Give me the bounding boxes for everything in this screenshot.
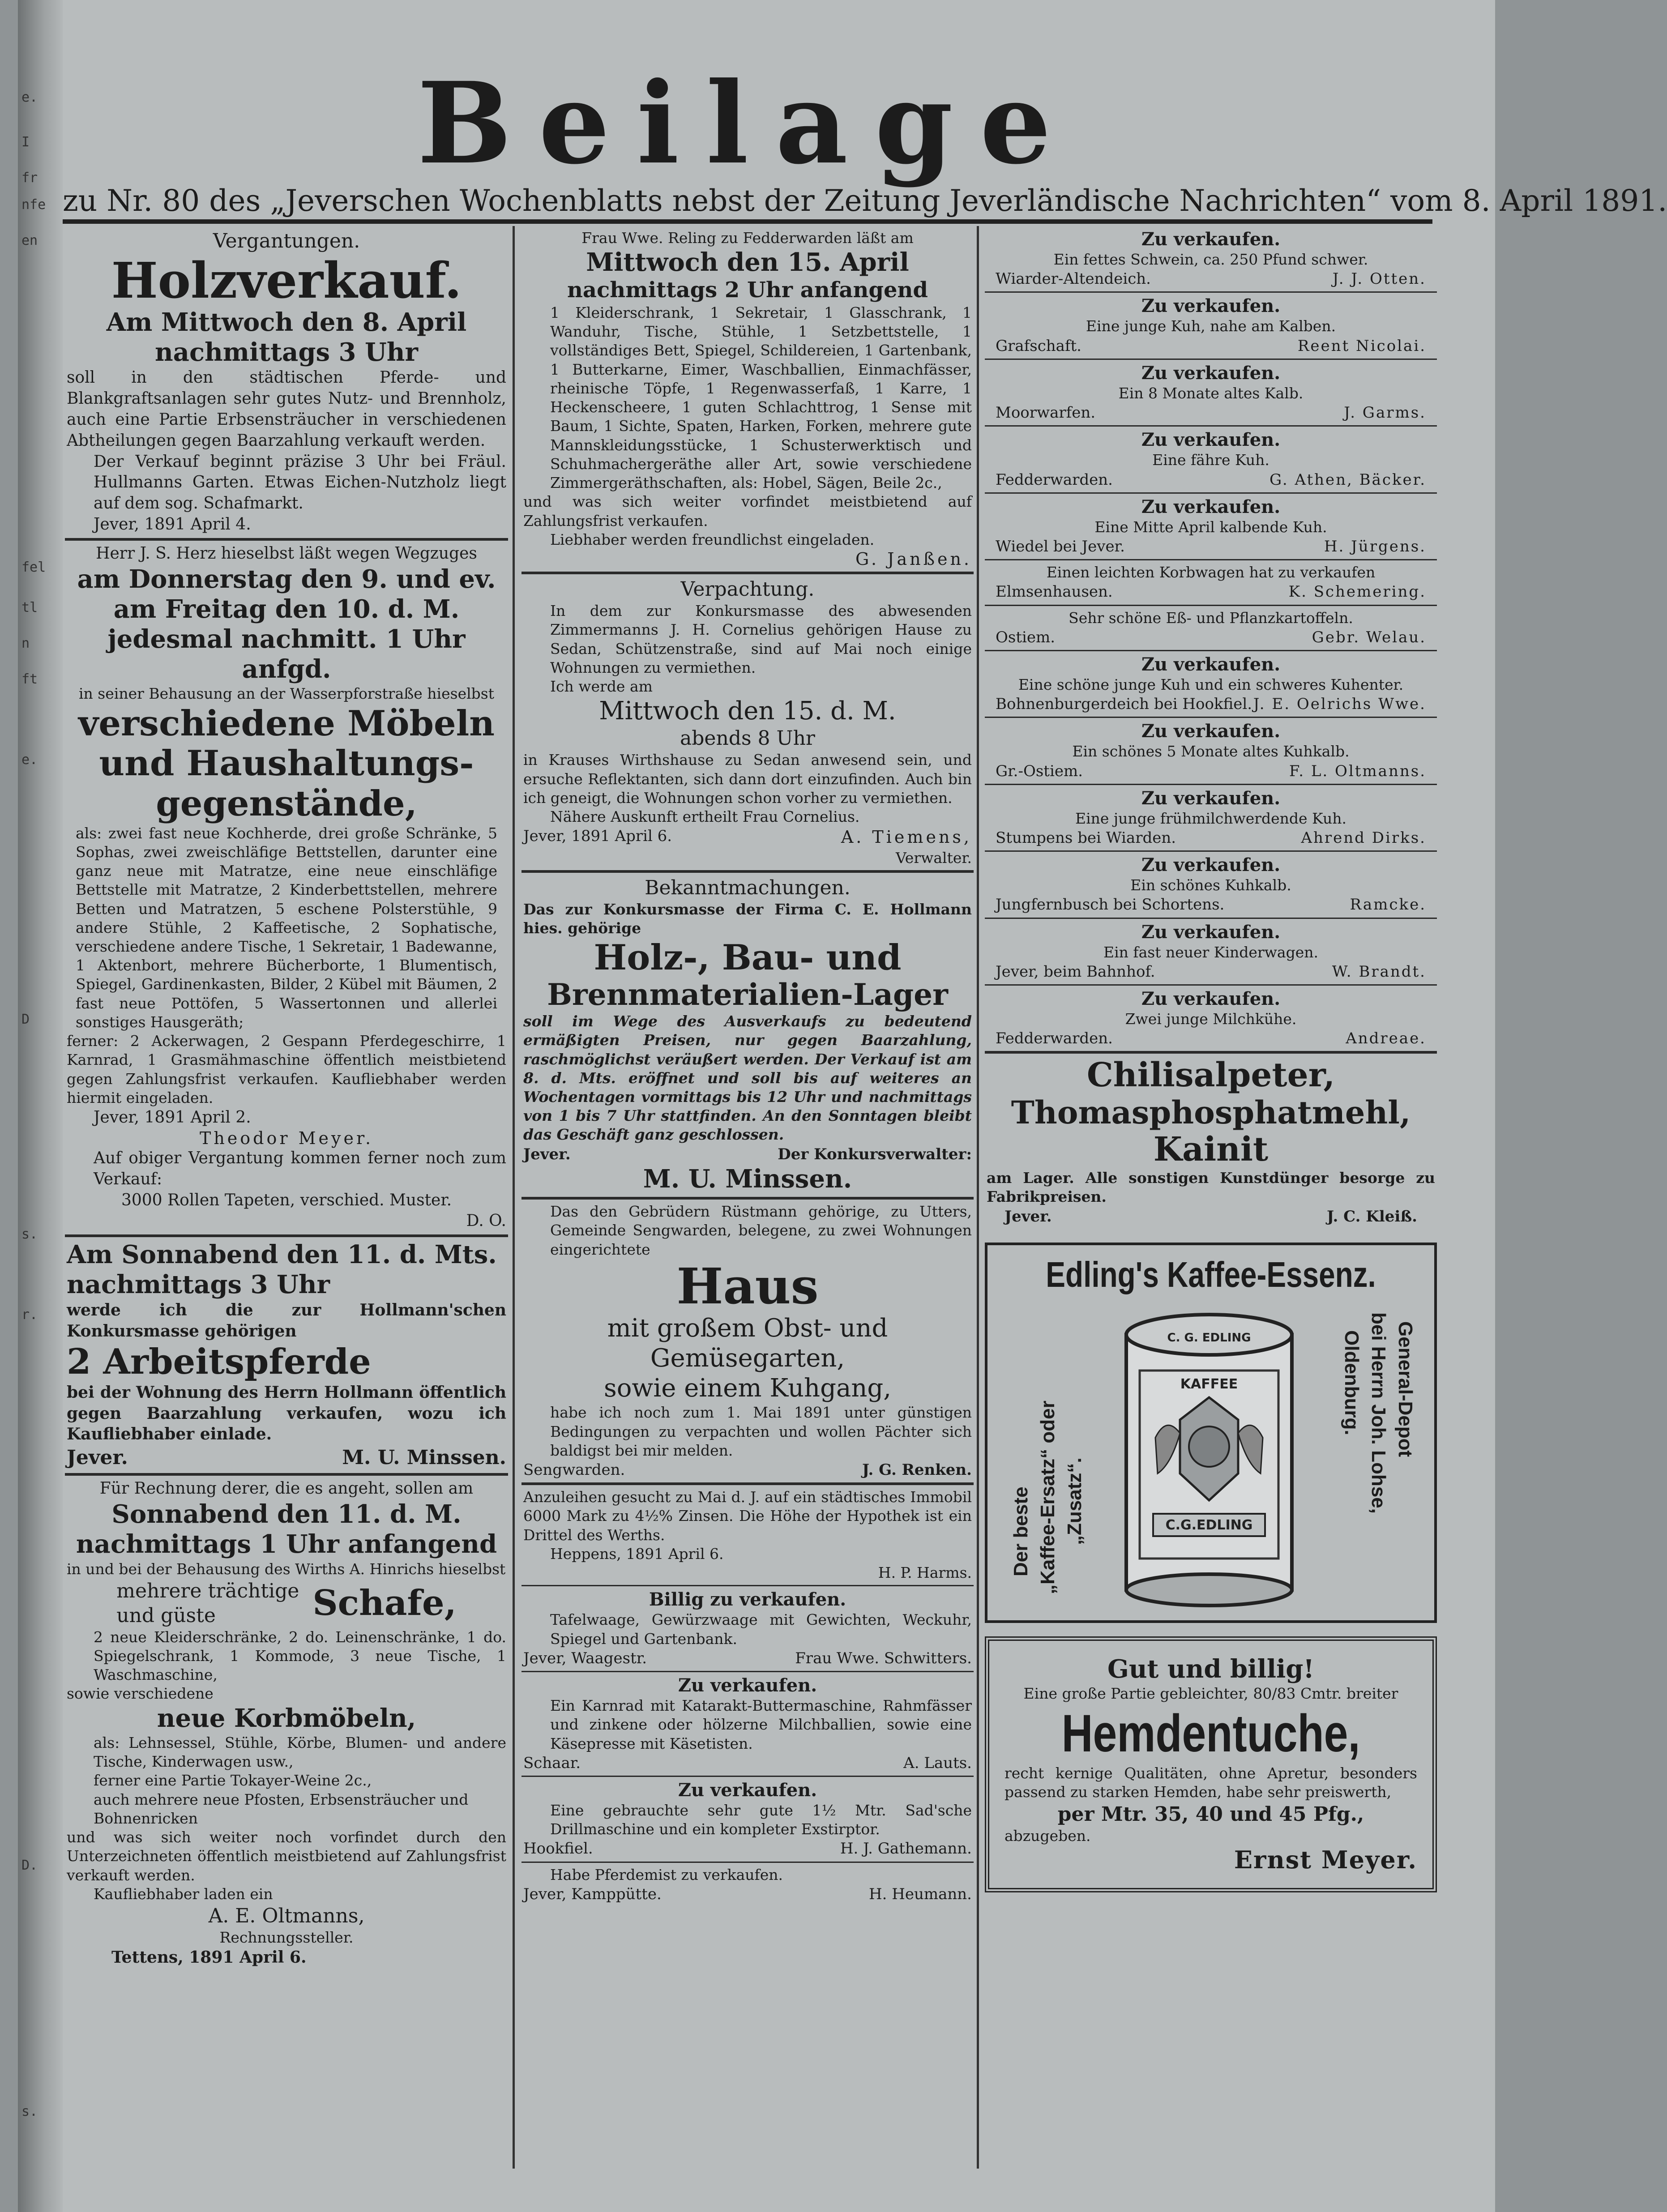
ad-body: in Krauses Wirthshause zu Sedan anwesend sein, und ersuche Reflektanten, sich dann dort einzufinden. Auch bin ich geneigt, die Wohnungen schon vorher zu vermiethen. [523,751,972,807]
spine-fragment: en [21,233,38,248]
ad-heading: Zu verkaufen. [1141,229,1281,250]
classified-ad [985,918,1437,984]
ad-signature: J. C. Kleiß. [1327,1207,1417,1226]
ad-body: Ein Karnrad mit Katarakt-Buttermaschine, Rahmfässer und zinkene oder hölzerne Milchballien, sowie eine Käsepresse mit Käsetisten. [550,1697,972,1752]
ad-body: Zwei junge Milchkühe. [1125,1010,1297,1028]
ad-body: und was sich weiter noch vorfindet durch den Unterzeichneten öffentlich meistbietend auf Zahlungsfrist verkauft werden. [67,1828,506,1884]
section-heading: Bekanntmachungen. [645,876,851,899]
ad-time-line: abends 8 Uhr [680,727,815,750]
ad-time-line: nachmittags 3 Uhr [154,337,419,367]
classified-ad [985,559,1437,604]
ad-place: Jungfernbusch bei Schortens. [996,896,1225,914]
ad-place: Stumpens bei Wiarden. [996,829,1176,847]
spine-fragment: e. [21,90,38,105]
can-label-mid: KAFFEE [1180,1376,1238,1392]
ad-note: 3000 Rollen Tapeten, verschied. Muster. [121,1191,452,1209]
ad-title: gegenstände, [156,783,417,824]
spine-fragment: n [21,636,30,651]
ad-date: Heppens, 1891 April 6. [550,1545,724,1563]
ad-body: werde ich die zur Hollmann'schen Konkursmasse gehörigen [67,1301,506,1341]
ad-body: Eine gebrauchte sehr gute 1½ Mtr. Sad'sche Drillmaschine und ein kompleter Exstirptor. [550,1801,972,1838]
ad-place: Elmsenhausen. [996,583,1113,601]
ad-place: Bohnenburgerdeich bei Hookfiel. [996,695,1252,713]
ad-signature: H. P. Harms. [878,1564,972,1582]
ad-heading: Zu verkaufen. [1141,854,1281,876]
ad-place: Jever, beim Bahnhof. [996,962,1155,981]
ad-date-line: am Donnerstag den 9. und ev. [77,564,496,594]
ad-place: Fedderwarden. [996,470,1113,489]
ad-signature: J. Garms. [1344,404,1426,422]
can-label-bottom: C.G.EDLING [1165,1517,1253,1533]
classified-ad [985,784,1437,850]
ad-heading: Zu verkaufen. [1141,362,1281,384]
column-rule [977,226,979,2169]
ad-side-line: „Kaffee-Ersatz“ oder [1037,1401,1059,1594]
spine-fragment: r. [21,1307,38,1323]
classified-ad [985,226,1437,291]
ad-date: Jever, 1891 April 6. [523,827,672,846]
ad-title: neue Korbmöbeln, [157,1703,416,1733]
ad-body: Ein fettes Schwein, ca. 250 Pfund schwer. [1053,251,1368,268]
ad-side-line: General-Depot [1394,1321,1416,1457]
classified-ad [985,605,1437,650]
spine-fragment: tl [21,600,38,615]
spine-fragment: nfe [21,197,46,213]
ad-place: Jever. [67,1446,128,1469]
ad-date-line: Am Sonnabend den 11. d. Mts. [67,1240,497,1270]
ad-place: Ostiem. [996,628,1056,646]
classified-ad [985,492,1437,559]
ad-body: als: Lehnsessel, Stühle, Körbe, Blumen- und andere Tische, Kinderwagen usw., [94,1734,506,1771]
ad-reling [521,226,974,572]
ad-body: Anzuleihen gesucht zu Mai d. J. auf ein städtisches Immobil 6000 Mark zu 4½% Zinsen. Die Höhe der Hypothek ist ein Drittel des Werths. [523,1488,972,1544]
ad-body: Eine junge frühmilchwerdende Kuh. [1075,809,1346,827]
ad-body: Habe Pferdemist zu verkaufen. [550,1866,783,1883]
masthead-subtitle: zu Nr. 80 des „Jeverschen Wochenblatts nebst der Zeitung Jeverländische Nachrichten“ vom 8. April 1891. [63,184,1667,218]
ad-side-text-left [1001,1326,1090,1594]
ad-pferdemist [521,1862,974,1907]
masthead [63,57,1667,218]
ad-signature-role: Verwalter. [895,849,972,867]
ad-body: abzugeben. [1004,1827,1091,1845]
ad-price: per Mtr. 35, 40 und 45 Pfg., [1057,1802,1364,1826]
ad-heading: Zu verkaufen. [678,1779,817,1801]
ad-signature: K. Schemering. [1288,583,1426,601]
ad-heading: Zu verkaufen. [1141,496,1281,517]
ad-signature: Andreae. [1346,1029,1426,1048]
ad-date-line: Mittwoch den 15. d. M. [599,696,896,726]
adjacent-page-edge [18,0,63,2212]
ad-time-line: nachmittags 1 Uhr anfangend [76,1529,497,1559]
ad-title: verschiedene Möbeln [78,703,495,744]
ad-signature: H. Heumann. [868,1885,972,1903]
ad-body: als: zwei fast neue Kochherde, drei große Schränke, 5 Sophas, zwei zweischläfige Bettstellen, darunter eine ganz neue mit Matratze, eine neue einschläfige Bettstelle mit Matratze, 2 Kinderbettstellen, mehrere Betten und Matratzen, 5 eschene Polsterstühle, 9 andere Stühle, 2 Kaffeetische, 2 Sophatische, verschiedene andere Tische, 1 Sekretair, 1 Badewanne, 1 Aktenbort, mehrere Bücherborte, 1 Blumentisch, Spiegel, Gardinenkasten, Bilder, 2 Kübel mit Bäumen, 2 fast neue Pottöfen, 5 Wassertonnen und allerlei sonstiges Hausgeräth; [76,824,497,1031]
ad-heading: Zu verkaufen. [678,1675,817,1696]
ad-place: Moorwarfen. [996,404,1096,422]
ad-signature: H. Jürgens. [1324,537,1426,555]
ad-body: Eine Mitte April kalbende Kuh. [1094,518,1327,536]
ad-signature: F. L. Oltmanns. [1289,762,1426,780]
ad-date-line: Sonnabend den 11. d. M. [111,1499,462,1529]
ad-line: Eine große Partie gebleichter, 80/83 Cmtr. breiter [1023,1685,1398,1703]
ad-signature: Ernst Meyer. [1234,1845,1417,1874]
ad-body: Der Verkauf beginnt präzise 3 Uhr bei Fräul. Hullmanns Garten. Etwas Eichen-Nutzholz liegt auf dem sog. Schafmarkt. [94,452,506,513]
ad-body: auch mehrere neue Pfosten, Erbsensträucher und Bohnenricken [94,1790,469,1827]
ad-body: Eine junge Kuh, nahe am Kalben. [1086,317,1336,335]
ad-location: in und bei der Behausung des Wirths A. Hinrichs hieselbst [67,1560,506,1578]
ad-title: Hemdentuche, [1061,1704,1360,1764]
ad-body: Kaufliebhaber laden ein [94,1885,273,1903]
ad-haus [521,1197,974,1482]
ad-signature: A. E. Oltmanns, [208,1904,365,1927]
ad-signature-role: Der Konkursverwalter: [778,1145,972,1163]
ad-drillmaschine [521,1776,974,1862]
ad-body: ferner eine Partie Tokayer-Weine 2c., [94,1772,372,1789]
ad-signature: Reent Nicolai. [1297,337,1426,355]
classified-ad [985,650,1437,717]
ad-body: sowie verschiedene [67,1685,214,1703]
ad-line: mehrere trächtige [116,1579,299,1602]
can-label-top: C. G. EDLING [1167,1331,1251,1345]
ad-note-sig: D. O. [466,1212,506,1230]
column-rule [513,226,515,2169]
ad-signature: Ahrend Dirks. [1301,829,1426,847]
ad-time-line: jedesmal nachmitt. 1 Uhr anfgd. [107,624,466,684]
ad-signature: A. Tiemens, [841,827,972,847]
ad-signature: A. Lauts. [903,1754,972,1772]
spine-fragment: ft [21,671,38,687]
ad-place: Fedderwarden. [996,1029,1113,1048]
spine-fragment: I [21,134,30,150]
ad-signature: J. E. Oelrichs Wwe. [1253,695,1426,713]
column-middle [521,226,974,1907]
ad-line: und güste [116,1604,216,1627]
ad-signature: J. J. Otten. [1332,270,1426,288]
ad-place: Wiedel bei Jever. [996,537,1125,555]
spine-fragment: e. [21,752,38,768]
ad-signature-role: Rechnungssteller. [219,1928,354,1946]
spine-fragment: D [21,1012,30,1027]
spine-fragment: s. [21,1226,38,1242]
ad-date: Tettens, 1891 April 6. [111,1948,307,1967]
newspaper-page [18,0,1667,2212]
ad-time-line: nachmittags 2 Uhr anfangend [567,278,928,303]
ad-body: bei der Wohnung des Herrn Hollmann öffentlich gegen Baarzahlung verkaufen, wozu ich Kaufliebhaber einlade. [67,1383,506,1444]
header-rule [63,219,1432,224]
ad-body: soll in den städtischen Pferde- und Blankgraftsanlagen sehr gutes Nutz- und Brennholz, auch eine Partie Erbsensträucher in verschiedenen Abtheilungen gegen Baarzahlung verkauft werden. [67,368,506,450]
ad-intro: Das zur Konkursmasse der Firma C. E. Hollmann hies. gehörige [523,900,972,937]
ad-body: ferner: 2 Ackerwagen, 2 Gespann Pferdegeschirre, 1 Karnrad, 1 Grasmähmaschine öffentlich meistbietend gegen Zahlungsfrist verkaufen. Kaufliebhaber werden hiermit eingeladen. [67,1032,506,1106]
ad-body: Ein fast neuer Kinderwagen. [1103,943,1318,961]
ad-title: Holz-, Bau- und [594,937,902,978]
ad-signature: Gebr. Welau. [1312,628,1426,646]
ad-signature: Theodor Meyer. [199,1128,374,1148]
ad-note: Auf obiger Vergantung kommen ferner noch zum Verkauf: [94,1149,506,1188]
classified-ad [985,984,1437,1051]
ad-date-line: Am Mittwoch den 8. April [106,307,467,337]
ad-place: Jever, Waagestr. [523,1649,647,1667]
ad-body: Tafelwaage, Gewürzwaage mit Gewichten, Weckuhr, Spiegel und Gartenbank. [550,1611,972,1648]
ad-intro: Herr J. S. Herz hieselbst läßt wegen Wegzuges [96,544,477,563]
classified-ad [985,291,1437,358]
ad-intro: Frau Wwe. Reling zu Fedderwarden läßt am [581,229,914,247]
ad-signature: J. G. Renken. [862,1461,972,1479]
ad-place: Jever, Kamppütte. [523,1885,662,1903]
classified-ad [985,425,1437,492]
ad-body: habe ich noch zum 1. Mai 1891 unter günstigen Bedingungen zu verpachten und wollen Pächter sich baldigst bei mir melden. [550,1404,972,1459]
ad-heading: Zu verkaufen. [1141,295,1281,317]
spine-fragment: D. [21,1858,38,1873]
ad-title: 2 Arbeitspferde [67,1341,371,1383]
ad-body: 2 neue Kleiderschränke, 2 do. Leinenschränke, 1 do. Spiegelschrank, 1 Kommode, 3 neue Tische, 1 Waschmaschine, [94,1628,506,1684]
ad-heading: Gut und billig! [1107,1654,1314,1684]
ad-anzuleihen [521,1482,974,1585]
spine-fragment: fr [21,170,38,186]
ad-heading: Zu verkaufen. [1141,429,1281,451]
ad-location: in seiner Behausung an der Wasserpforstraße hieselbst [79,685,494,703]
ad-herz-moebel [65,538,508,1234]
ad-place: Sengwarden. [523,1461,625,1479]
ad-body: Nähere Auskunft ertheilt Frau Cornelius. [550,808,860,826]
ad-place: Jever. [523,1145,571,1163]
ad-side-text-right [1327,1312,1425,1590]
ad-heading: Zu verkaufen. [1141,921,1281,943]
ad-body: Liebhaber werden freundlichst eingeladen. [550,530,875,548]
ad-date: Jever, 1891 April 4. [94,515,251,534]
ad-line: mit großem Obst- und Gemüsegarten, [607,1313,888,1373]
ad-heading: Zu verkaufen. [1141,787,1281,809]
ad-schafe [65,1473,508,1971]
ad-signature: M. U. Minssen. [342,1446,506,1469]
ad-side-line: Der beste [1010,1486,1032,1576]
ad-title: Schafe, [312,1582,457,1623]
ad-body: Ein 8 Monate altes Kalb. [1118,384,1304,402]
ad-title: Chilisalpeter, [1086,1056,1335,1095]
ad-intro: Das den Gebrüdern Rüstmann gehörige, zu Utters, Gemeinde Sengwarden, belegene, zu zwei Wohnungen eingerichtete [550,1203,972,1258]
ad-title: und Haushaltungs- [99,743,474,784]
ad-body: Eine schöne junge Kuh und ein schweres Kuhenter. [1018,675,1404,693]
ad-hemdentuche [985,1636,1437,1892]
column-right [985,226,1437,1892]
ad-signature: H. J. Gathemann. [840,1840,972,1858]
ad-arbeitspferde [65,1234,508,1473]
ad-body: soll im Wege des Ausverkaufs zu bedeutend ermäßigten Preisen, nur gegen Baarzahlung, raschmöglichst veräußert werden. Der Verkauf ist am 8. d. Mts. eröffnet und soll bis auf weiteres an Wochentagen vormittags bis 12 Uhr und nachmittags von 1 bis 7 Uhr stattfinden. An den Sonntagen bleibt das Geschäft ganz geschlossen. [523,1012,972,1144]
classified-ad [985,850,1437,917]
ad-body: Einen leichten Korbwagen hat zu verkaufen [1046,564,1376,581]
ad-title: Holzverkauf. [111,252,462,309]
ad-signature: Frau Wwe. Schwitters. [795,1649,972,1667]
ad-title: Edling's Kaffee-Essenz. [1046,1254,1376,1294]
ad-title: Haus [676,1257,819,1315]
ad-body: Ein schönes 5 Monate altes Kuhkalb. [1072,743,1350,760]
ad-kaffee-essenz [985,1243,1437,1623]
ad-side-line: „Zusatz“. [1064,1457,1086,1545]
ad-date-line: am Freitag den 10. d. M. [113,594,460,624]
spine-fragment: fel [21,559,46,575]
ad-bekanntmachung [521,870,974,1197]
ad-holzverkauf [65,226,508,538]
ad-body: recht kernige Qualitäten, ohne Apretur, besonders passend zu starken Hemden, habe sehr preiswerth, [1004,1764,1417,1801]
ad-title: Brennmaterialien-Lager [547,977,948,1012]
ad-place: Jever. [1004,1207,1052,1226]
ad-chilisalpeter [985,1054,1437,1229]
ad-signature: Ramcke. [1350,896,1426,914]
ad-billig [521,1585,974,1671]
ad-line: sowie einem Kuhgang, [603,1374,892,1403]
ad-karnrad [521,1671,974,1776]
ad-body: am Lager. Alle sonstigen Kunstdünger besorge zu Fabrikpreisen. [987,1169,1435,1206]
classified-ad [985,717,1437,783]
ad-place: Gr.-Ostiem. [996,762,1083,780]
classified-ad [985,359,1437,425]
ad-heading: Zu verkaufen. [1141,721,1281,742]
ad-heading: Zu verkaufen. [1141,653,1281,675]
ad-signature: G. Janßen. [855,549,972,569]
ad-body: Ich werde am [550,678,653,695]
ad-side-line: Oldenburg. [1341,1330,1363,1435]
ad-heading: Zu verkaufen. [1141,988,1281,1010]
classified-list [985,226,1437,1054]
ad-body: und was sich weiter vorfindet meistbietend auf Zahlungsfrist verkaufen. [523,493,972,530]
ad-verpachtung [521,572,974,870]
ad-title: Thomasphosphatmehl, [1011,1093,1411,1131]
ad-place: Schaar. [523,1754,581,1772]
spine-fragment: s. [21,2104,38,2119]
ad-body: 1 Kleiderschrank, 1 Sekretair, 1 Glasschrank, 1 Wanduhr, Tische, Stühle, 1 Setzbettstelle, 1 vollständiges Bett, Spiegel, Schildereien, 1 Gartenbank, 1 Butterkarne, Eimer, Waschballien, Einmachfässer, rheinische Töpfe, 1 Regenwasserfaß, 1 Karre, 1 Heckenscheere, 1 guten Schlachttrog, 1 Sense mit Baum, 1 Sichte, Spaten, Harken, Forken, mehrere gute Mannskleidungsstücke, 1 Schusterwerktisch und Schuhmachergeräthe aller Art, sowie verschiedene Zimmergeräthschaften, als: Hobel, Sägen, Beile 2c., [550,304,972,492]
ad-side-line: bei Herrn Joh. Lohse, [1368,1312,1389,1514]
ad-place: Grafschaft. [996,337,1081,355]
ad-signature: G. Athen, Bäcker. [1269,470,1426,489]
ad-intro: Für Rechnung derer, die es angeht, sollen am [99,1479,474,1498]
ad-heading: Billig zu verkaufen. [649,1589,846,1610]
column-left [65,226,508,1971]
ad-body: Ein schönes Kuhkalb. [1130,876,1291,894]
ad-date-line: Mittwoch den 15. April [586,248,909,278]
coffee-tin-illustration [1113,1303,1305,1608]
section-heading: Vergantungen. [213,230,360,252]
ad-place: Hookfiel. [523,1840,593,1858]
ad-time-line: nachmittags 3 Uhr [67,1270,330,1300]
ad-body: In dem zur Konkursmasse des abwesenden Zimmermanns J. H. Cornelius gehörigen Hause zu Sedan, Schützenstraße, sind auf Mai noch einige Wohnungen zu vermiethen. [550,602,972,676]
ad-place: Wiarder-Altendeich. [996,270,1151,288]
section-heading: Verpachtung. [680,578,815,601]
ad-body: Eine fähre Kuh. [1152,451,1269,469]
ad-signature: M. U. Minssen. [643,1164,852,1194]
ad-signature: W. Brandt. [1332,962,1426,981]
ad-date: Jever, 1891 April 2. [94,1108,251,1127]
ad-body: Sehr schöne Eß- und Pflanzkartoffeln. [1069,609,1353,627]
ad-title: Kainit [1153,1130,1269,1169]
masthead-title: Beilage [417,57,1078,189]
